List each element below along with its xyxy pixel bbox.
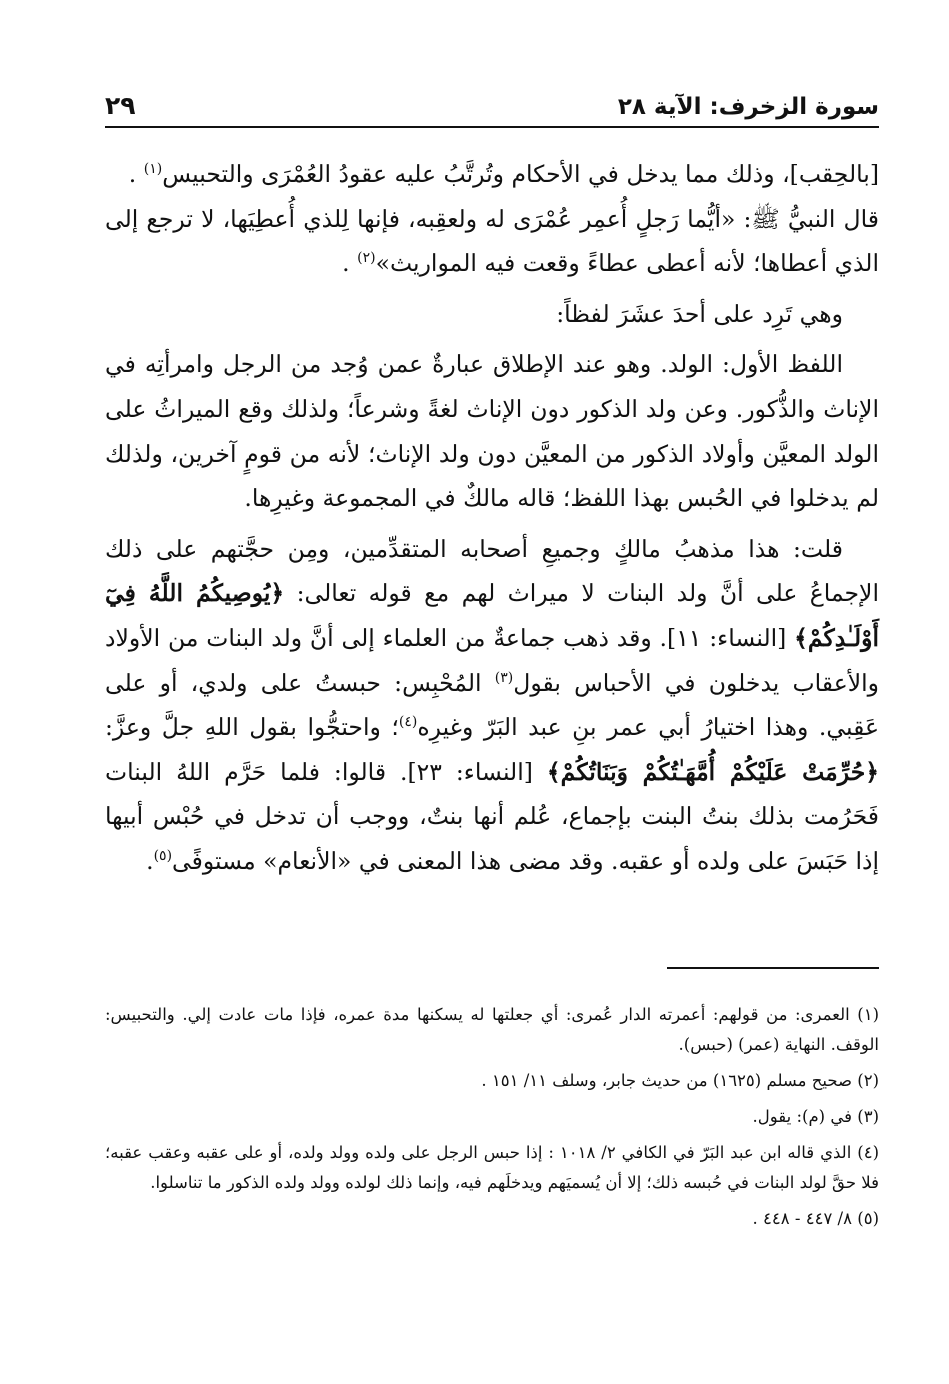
- paragraph-5-part-a: قلت: هذا مذهبُ مالكٍ وجميعِ أصحابه المتقدِّمين، ومِن حجَّتهم على ذلك الإجماعُ على أنَّ ولد البنات لا ميراث لهم مع قوله تعالى:: [105, 534, 879, 608]
- paragraph-2: [105, 197, 879, 286]
- paragraph-5-part-b: [النساء: ١١]. وقد ذهب جماعةٌ من العلماء إلى أنَّ ولد البنات من الأولاد والأعقاب يدخلون في الأحباس بقول: [105, 623, 879, 697]
- paragraph-1-end: .: [128, 160, 137, 188]
- paragraph-5-part-d: ؛ واحتجُّوا بقول اللهِ جلَّ وعزَّ:: [105, 713, 399, 742]
- footnote-1: (١) العمرى: من قولهم: أعمرته الدار عُمرى: أي جعلتها له يسكنها مدة عمره، فإذا مات عادت إلي. والتحبيس: الوقف. النهاية (عمر) (حبس).: [105, 1005, 879, 1054]
- footnote-ref-3: (٣): [494, 669, 514, 686]
- page-number: ٢٩: [105, 91, 136, 120]
- paragraph-5-end: .: [146, 846, 154, 875]
- paragraph-2-text: قال النبيُّ ﷺ: «أيُّما رَجلٍ أُعمِر عُمْرَى له ولعقِبه، فإنها لِلذي أُعطِيَها، لا ترجع إلى الذي أعطاها؛ لأنه أعطى عطاءً وقعت فيه المواريث»: [105, 204, 879, 278]
- quran-verse-1: ﴿يُوصِيكُمُ اللَّهُ فِيٓ أَوْلَـٰدِكُمْ﴾: [105, 579, 879, 652]
- running-title: سورة الزخرف: الآية ٢٨: [617, 94, 879, 120]
- paragraph-1: [105, 152, 879, 197]
- paragraph-4: اللفظ الأول: الولد. وهو عند الإطلاق عبارةٌ عمن وُجد من الرجل وامرأتِه في الإناث والذُّكور. وعن ولد الذكور دون الإناث لغةً وشرعاً؛ ولذلك وقع الميراثُ على الولد المعيَّن وأولاد الذكور من المعيَّن دون ولد الإناث؛ لأنه من قومٍ آخرين، ولذلك لم يدخلوا في الحُبس بهذا اللفظ؛ قاله مالكٌ في المجموعة وغيرِها.: [105, 350, 879, 513]
- paragraph-5: [105, 527, 879, 884]
- paragraph-5-part-e: [النساء: ٢٣]. قالوا: فلما حَرَّم اللهُ البنات فَحَرُمت بذلك بنتُ البنت بإجماع، عُلم أنها بنتٌ، ووجب أن تدخل في حُبْس أبيها إذا حَبَسَ على ولده أو عقبه. وقد مضى هذا المعنى في «الأنعام» مستوفًى: [105, 757, 879, 875]
- page-header: [105, 72, 879, 128]
- paragraph-2-end: .: [342, 249, 350, 278]
- paragraph-5-part-c: المُحْبِس: حبستُ على ولدي، أو على عَقِبي. وهذا اختيارُ أبي عمر بنِ عبد البَرّ وغيرِه: [105, 668, 879, 742]
- footnote-4: (٤) الذي قاله ابن عبد البَرّ في الكافي ٢/ ١٠١٨ : إذا حبس الرجل على ولده وولد ولده، أو على عقبه وعقب عقبه؛ فلا حقَّ لولد البنات في حُبسه ذلك؛ إلا أن يُسميَهم ويدخلَهم فيه، وإنما ذلك لولده وولد ولده الذكور ما تناسلوا.: [105, 1143, 879, 1192]
- footnote-5: (٥) ٨/ ٤٤٧ - ٤٤٨ .: [752, 1209, 879, 1228]
- footnote-ref-5: (٥): [153, 848, 173, 865]
- footnote-ref-1: (١): [143, 161, 163, 178]
- main-text: [105, 152, 879, 884]
- footnote-ref-4: (٤): [398, 714, 418, 731]
- footnotes: [105, 1000, 879, 1240]
- paragraph-1-text: [بالحِقب]، وذلك مما يدخل في الأحكام وتُرتَّبُ عليه عقودُ العُمْرَى والتحبيس: [162, 160, 879, 188]
- footnote-separator: [667, 967, 879, 969]
- footnote-2: (٢) صحيح مسلم (١٦٢٥) من حديث جابر، وسلف ١١/ ١٥١ .: [481, 1071, 879, 1090]
- footnote-3: (٣) في (م): يقول.: [752, 1107, 879, 1126]
- quran-verse-2: ﴿حُرِّمَتْ عَلَيْكُمْ أُمَّهَـٰتُكُمْ وَبَنَاتُكُمْ﴾: [546, 757, 879, 786]
- footnote-ref-2: (٢): [357, 250, 376, 267]
- paragraph-3: وهي تَرِد على أحدَ عشَرَ لفظاً:: [556, 299, 843, 328]
